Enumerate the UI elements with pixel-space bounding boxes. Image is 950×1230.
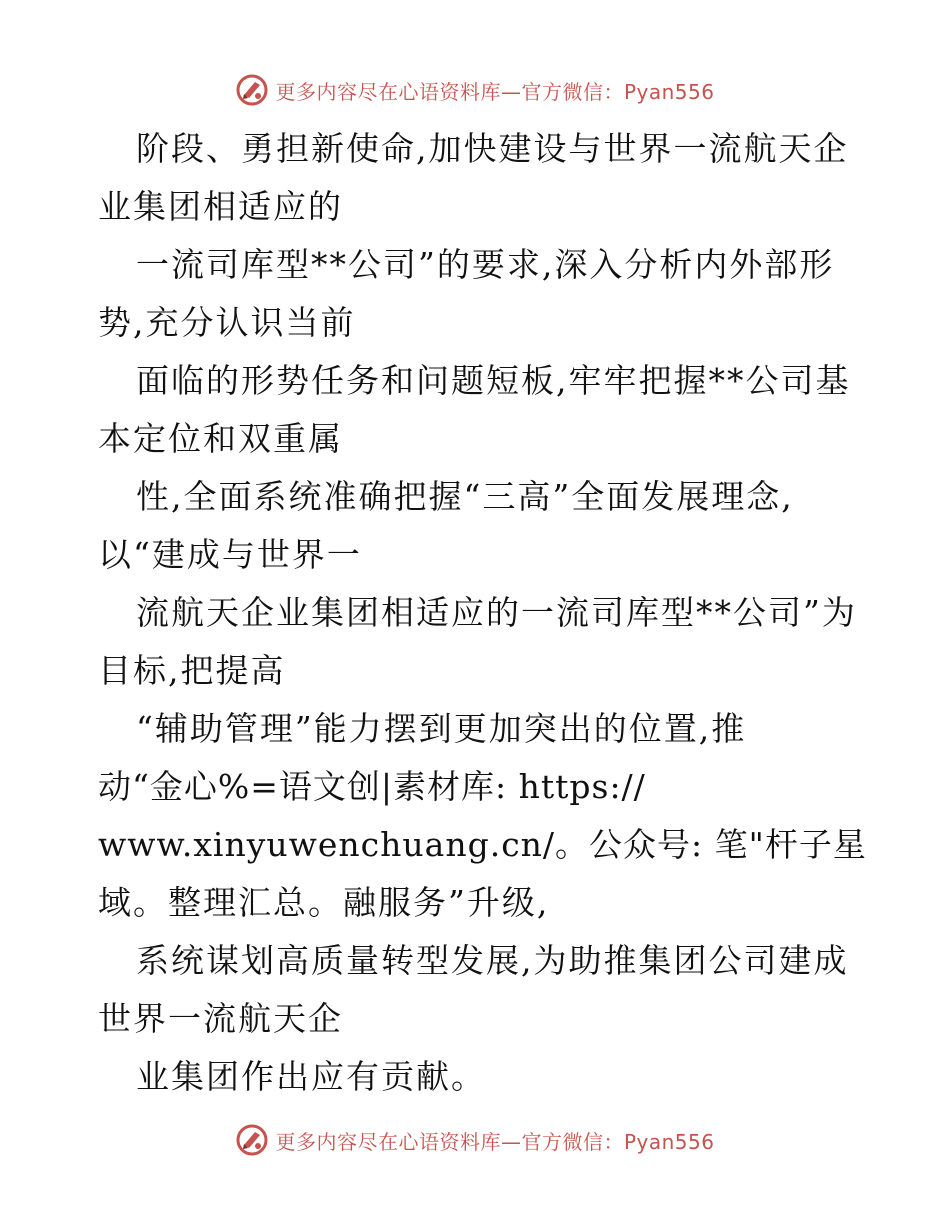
text-line: 性,全面系统准确把握“三高”全面发展理念, bbox=[136, 477, 794, 516]
text-line: “辅助管理”能力摆到更加突出的位置,推 bbox=[136, 709, 747, 748]
text-line: 业集团作出应有贡献。 bbox=[136, 1057, 486, 1096]
text-line: 本定位和双重属 bbox=[98, 419, 343, 458]
text-line: 势,充分认识当前 bbox=[98, 303, 356, 342]
header-watermark-text: 更多内容尽在心语资料库—官方微信：Pyan556 bbox=[275, 79, 715, 104]
text-line: 目标,把提高 bbox=[98, 651, 286, 690]
text-line: www.xinyuwenchuang.cn/。公众号: 笔"杆子星 bbox=[98, 825, 867, 864]
text-line: 动“金心%=语文创|素材库: https:// bbox=[98, 767, 646, 806]
logo-icon bbox=[235, 73, 269, 107]
document-body bbox=[98, 120, 867, 1106]
logo-icon bbox=[235, 1123, 269, 1157]
text-line: 世界一流航天企 bbox=[98, 999, 343, 1038]
text-line: 流航天企业集团相适应的一流司库型**公司”为 bbox=[136, 593, 857, 632]
text-line: 域。整理汇总。融服务”升级, bbox=[98, 883, 550, 922]
footer-watermark-text: 更多内容尽在心语资料库—官方微信：Pyan556 bbox=[275, 1129, 715, 1154]
text-line: 系统谋划高质量转型发展,为助推集团公司建成 bbox=[136, 941, 849, 980]
footer-watermark-banner bbox=[0, 1120, 950, 1160]
text-line: 一流司库型**公司”的要求,深入分析内外部形 bbox=[136, 245, 835, 284]
text-line: 以“建成与世界一 bbox=[98, 535, 362, 574]
header-watermark-banner bbox=[0, 70, 950, 110]
text-line: 业集团相适应的 bbox=[98, 187, 343, 226]
text-line: 阶段、勇担新使命,加快建设与世界一流航天企 bbox=[136, 129, 849, 168]
text-line: 面临的形势任务和问题短板,牢牢把握**公司基 bbox=[136, 361, 851, 400]
